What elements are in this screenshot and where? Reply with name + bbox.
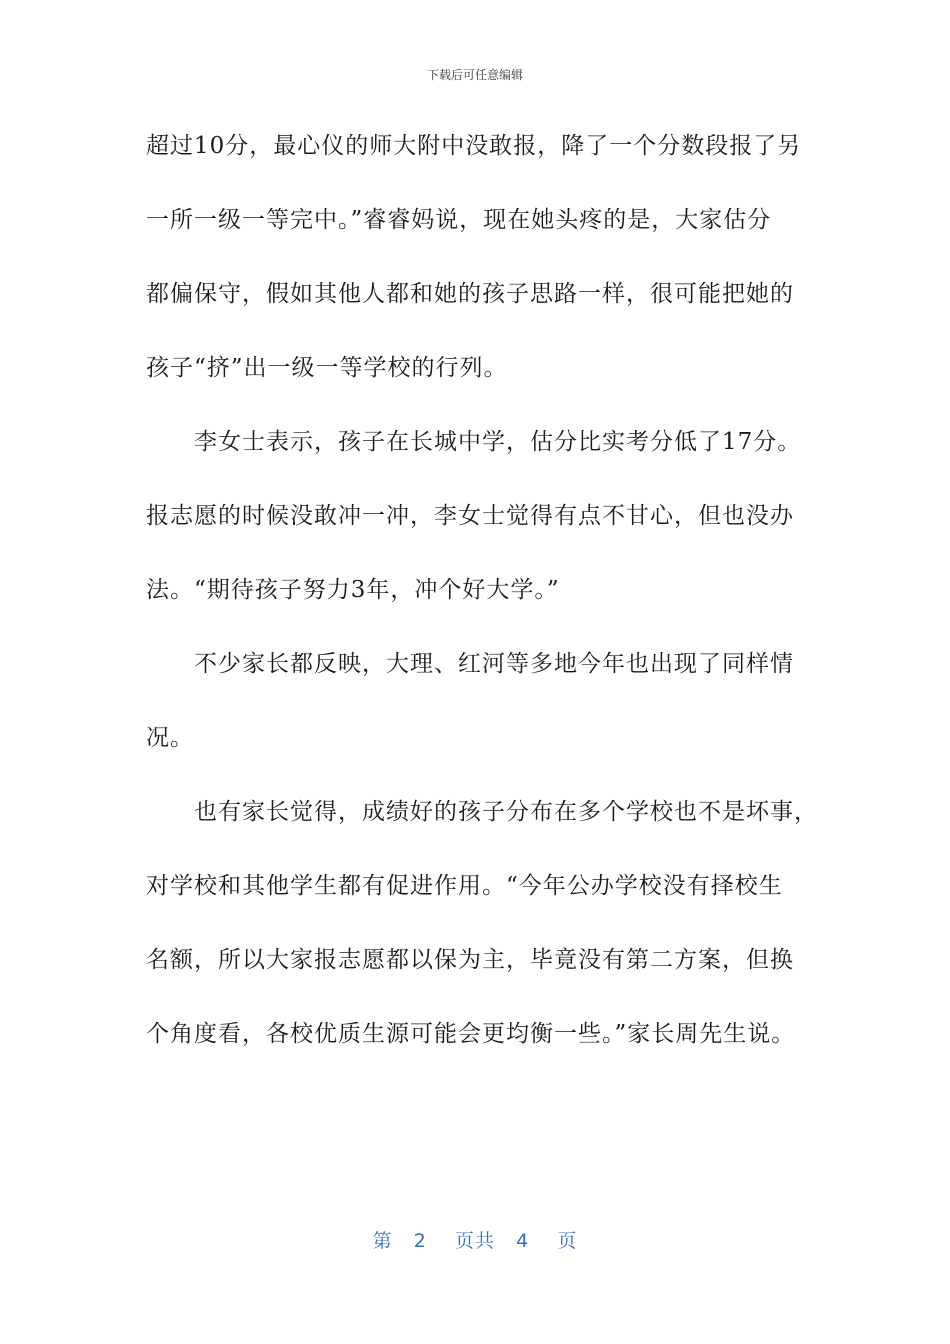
paragraph-line: 一所一级一等完中。”睿睿妈说，现在她头疼的是，大家估分 xyxy=(146,207,772,233)
footer-middle: 页共 xyxy=(454,1230,495,1252)
paragraph-line: 超过10分，最心仪的师大附中没敢报，降了一个分数段报了另 xyxy=(146,133,802,159)
current-page-number: 2 xyxy=(413,1230,427,1252)
footer-prefix: 第 xyxy=(372,1230,393,1252)
paragraph-first-line: 不少家长都反映，大理、红河等多地今年也出现了同样情 xyxy=(194,651,794,677)
footer-suffix: 页 xyxy=(557,1230,578,1252)
paragraph-first-line: 李女士表示，孩子在长城中学，估分比实考分低了17分。 xyxy=(194,429,802,455)
document-body xyxy=(146,120,816,1082)
total-page-count: 4 xyxy=(516,1230,530,1252)
paragraph-line: 名额，所以大家报志愿都以保为主，毕竟没有第二方案，但换 xyxy=(146,947,794,973)
paragraph-line: 都偏保守，假如其他人都和她的孩子思路一样，很可能把她的 xyxy=(146,281,794,307)
paragraph-line: 个角度看，各校优质生源可能会更均衡一些。”家长周先生说。 xyxy=(146,1021,796,1047)
paragraph-line: 况。 xyxy=(146,725,194,751)
paragraph-line: 孩子“挤”出一级一等学校的行列。 xyxy=(146,355,508,381)
page-header-note: 下载后可任意编辑 xyxy=(426,68,523,82)
page-number-footer xyxy=(0,1226,950,1253)
paragraph-line: 对学校和其他学生都有促进作用。“今年公办学校没有择校生 xyxy=(146,873,783,899)
paragraph-line: 法。“期待孩子努力3年，冲个好大学。” xyxy=(146,577,560,603)
paragraph-line: 报志愿的时候没敢冲一冲，李女士觉得有点不甘心，但也没办 xyxy=(146,503,794,529)
paragraph-first-line: 也有家长觉得，成绩好的孩子分布在多个学校也不是坏事， xyxy=(194,799,818,825)
